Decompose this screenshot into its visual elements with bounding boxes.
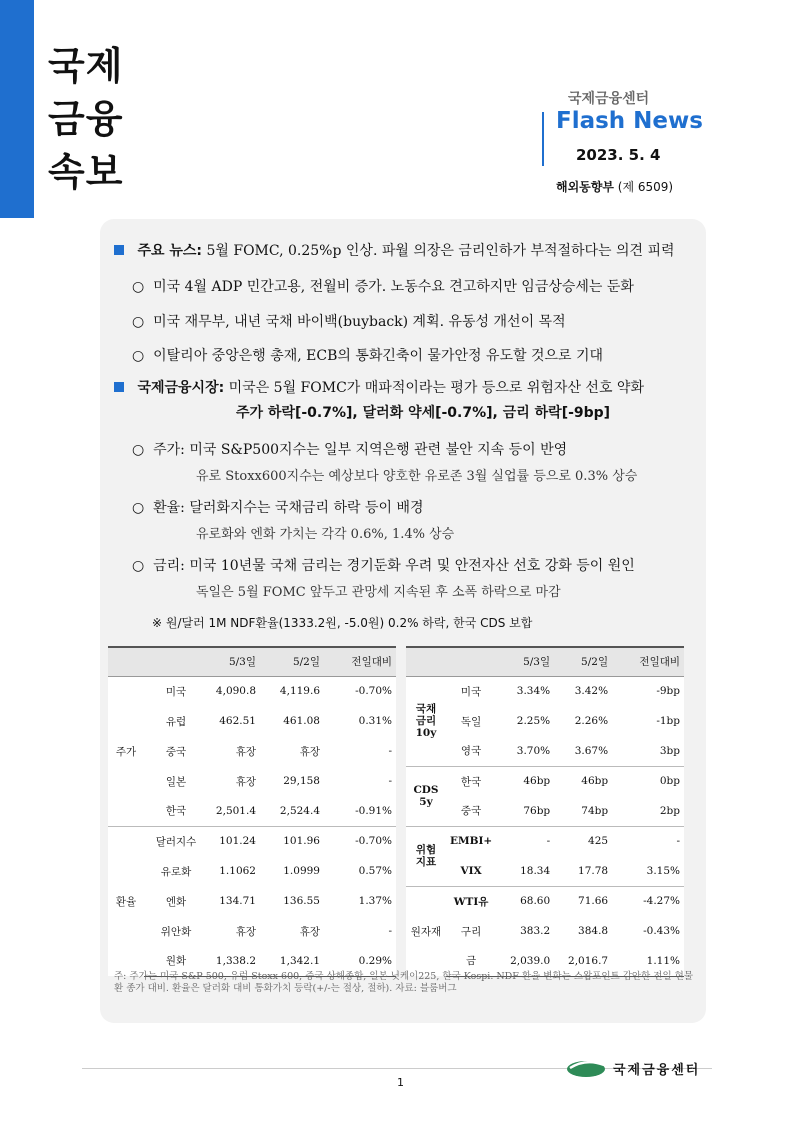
header-cell: 5/2일 (554, 647, 612, 676)
table-row (108, 886, 396, 916)
cell: 0.57% (324, 856, 396, 886)
issue-number: (제 6509) (617, 180, 674, 194)
cell: - (612, 826, 684, 856)
row-label: WTI유 (446, 886, 496, 916)
row-label: 엔화 (144, 886, 208, 916)
market-bullet-text: 금리: 미국 10년물 국채 금리는 경기둔화 우려 및 안전자산 선호 강화 등이 원인 (153, 558, 635, 574)
header-org: 국제금융센터 (568, 91, 650, 107)
market-bullet-text: 주가: 미국 S&P500지수는 일부 지역은행 관련 불안 지속 등이 반영 (153, 442, 568, 458)
row-label: 달러지수 (144, 826, 208, 856)
main-bullet: ○ 이탈리아 중앙은행 총재, ECB의 통화긴축이 물가안정 유도할 것으로 기대 (132, 348, 604, 364)
table-row (108, 766, 396, 796)
table-row (406, 826, 684, 856)
cell: 2.26% (554, 706, 612, 736)
cell: -0.91% (324, 796, 396, 826)
cell: 384.8 (554, 916, 612, 946)
cell: 3.67% (554, 736, 612, 766)
flash-news-label: Flash News (556, 108, 703, 134)
group-label-line: 10y (415, 727, 437, 739)
table-row (406, 676, 684, 706)
square-bullet-icon (114, 382, 124, 392)
table-row (406, 886, 684, 916)
market-heading (114, 377, 644, 397)
cell: 17.78 (554, 856, 612, 886)
cell: 2bp (612, 796, 684, 826)
cell: 1.37% (324, 886, 396, 916)
header-cell: 5/3일 (496, 647, 554, 676)
title-line: 금융 (48, 97, 124, 141)
kcif-logo-icon (566, 1056, 606, 1078)
cell: 2,501.4 (208, 796, 260, 826)
table-row (108, 736, 396, 766)
header-cell (144, 647, 208, 676)
header-cell: 5/3일 (208, 647, 260, 676)
cell: 휴장 (208, 916, 260, 946)
group-label-line: 금리 (415, 715, 437, 727)
cell: 1.0999 (260, 856, 324, 886)
table-header-row (406, 647, 684, 676)
header-cell: 5/2일 (260, 647, 324, 676)
row-label: VIX (446, 856, 496, 886)
row-label: 일본 (144, 766, 208, 796)
market-label: 국제금융시장: (137, 380, 225, 396)
cell: -4.27% (612, 886, 684, 916)
cell: 0bp (612, 766, 684, 796)
cell: 3.42% (554, 676, 612, 706)
cell: 68.60 (496, 886, 554, 916)
group-label (406, 766, 446, 826)
cell: 1.11% (612, 946, 684, 976)
market-bullet: ○ 주가: 미국 S&P500지수는 일부 지역은행 관련 불안 지속 등이 반영 (132, 442, 568, 458)
cell: 휴장 (260, 736, 324, 766)
cell: 101.96 (260, 826, 324, 856)
cell: 4,119.6 (260, 676, 324, 706)
row-label: 중국 (144, 736, 208, 766)
market-sub: 독일은 5월 FOMC 앞두고 관망세 지속된 후 소폭 하락으로 마감 (196, 585, 561, 600)
cell: 461.08 (260, 706, 324, 736)
row-label: 구리 (446, 916, 496, 946)
row-label: 위안화 (144, 916, 208, 946)
market-sub: 유로화와 엔화 가치는 각각 0.6%, 1.4% 상승 (196, 527, 455, 542)
cell: - (324, 736, 396, 766)
cell: 3bp (612, 736, 684, 766)
main-news-text: 5월 FOMC, 0.25%p 인상. 파월 의장은 금리인하가 부적절하다는 의견 피력 (206, 243, 675, 259)
cell: 74bp (554, 796, 612, 826)
cell: 0.29% (324, 946, 396, 976)
table-row (406, 706, 684, 736)
cell: 46bp (496, 766, 554, 796)
cell: 0.31% (324, 706, 396, 736)
cell: 383.2 (496, 916, 554, 946)
table-row (108, 706, 396, 736)
group-label-line: 위험 (415, 844, 437, 856)
ndf-note: ※ 원/달러 1M NDF환율(1333.2원, -5.0원) 0.2% 하락, 한국 CDS 보합 (152, 616, 533, 630)
group-label (406, 676, 446, 766)
cell: - (324, 766, 396, 796)
cell: -0.43% (612, 916, 684, 946)
row-label: 미국 (144, 676, 208, 706)
cell: 18.34 (496, 856, 554, 886)
row-label: 금 (446, 946, 496, 976)
cell: 휴장 (208, 766, 260, 796)
table-row (108, 796, 396, 826)
cell: - (496, 826, 554, 856)
row-label: 유로화 (144, 856, 208, 886)
cell: 134.71 (208, 886, 260, 916)
main-bullet-text: 미국 재무부, 내년 국채 바이백(buyback) 계획. 유동성 개선이 목적 (153, 314, 566, 330)
cell: 2,039.0 (496, 946, 554, 976)
cell: -0.70% (324, 676, 396, 706)
row-label: 중국 (446, 796, 496, 826)
market-summary: 주가 하락[-0.7%], 달러화 약세[-0.7%], 금리 하락[-9bp] (236, 405, 611, 421)
page-number: 1 (397, 1076, 404, 1089)
square-bullet-icon (114, 245, 124, 255)
header-cell (446, 647, 496, 676)
title-line: 국제 (48, 44, 124, 88)
main-bullet: ○ 미국 재무부, 내년 국채 바이백(buyback) 계획. 유동성 개선이 목적 (132, 314, 566, 330)
table-header-row (108, 647, 396, 676)
department-line (556, 178, 673, 195)
market-bullet: ○ 환율: 달러화지수는 국채금리 하락 등이 배경 (132, 500, 424, 516)
cell: 101.24 (208, 826, 260, 856)
group-label (406, 826, 446, 886)
header-cell (406, 647, 446, 676)
table-row (406, 736, 684, 766)
group-label: 환율 (108, 826, 144, 976)
market-bullet-text: 환율: 달러화지수는 국채금리 하락 등이 배경 (153, 500, 424, 516)
cell: 4,090.8 (208, 676, 260, 706)
side-accent-bar (0, 0, 34, 218)
row-label: 한국 (144, 796, 208, 826)
market-sub: 유로 Stoxx600지수는 예상보다 양호한 유로존 3월 실업률 등으로 0.3% 상승 (196, 469, 638, 484)
department: 해외동향부 (556, 180, 614, 194)
row-label: 유럽 (144, 706, 208, 736)
group-label-line: CDS (413, 784, 439, 796)
main-news-heading (114, 240, 675, 260)
table-row (406, 796, 684, 826)
table-row (108, 676, 396, 706)
cell: 76bp (496, 796, 554, 826)
header-cell: 전일대비 (612, 647, 684, 676)
title-line: 속보 (48, 150, 124, 194)
cell: 휴장 (208, 736, 260, 766)
header-cell: 전일대비 (324, 647, 396, 676)
report-date: 2023. 5. 4 (576, 146, 661, 164)
cell: 2,016.7 (554, 946, 612, 976)
cell: 2,524.4 (260, 796, 324, 826)
main-bullet: ○ 미국 4월 ADP 민간고용, 전월비 증가. 노동수요 견고하지만 임금상승세는 둔화 (132, 279, 634, 295)
header-cell (108, 647, 144, 676)
table-row (108, 856, 396, 886)
cell: -0.70% (324, 826, 396, 856)
market-table-right (406, 646, 684, 977)
group-label-line: 지표 (415, 856, 437, 868)
table-row (406, 856, 684, 886)
header-divider (542, 112, 544, 166)
cell: 462.51 (208, 706, 260, 736)
cell: 2.25% (496, 706, 554, 736)
table-row (406, 916, 684, 946)
cell: 425 (554, 826, 612, 856)
market-bullet: ○ 금리: 미국 10년물 국채 금리는 경기둔화 우려 및 안전자산 선호 강화 등이 원인 (132, 558, 635, 574)
row-label: 영국 (446, 736, 496, 766)
cell: 3.70% (496, 736, 554, 766)
row-label: 미국 (446, 676, 496, 706)
market-text: 미국은 5월 FOMC가 매파적이라는 평가 등으로 위험자산 선호 약화 (228, 380, 644, 396)
cell: 1.1062 (208, 856, 260, 886)
main-bullet-text: 이탈리아 중앙은행 총재, ECB의 통화긴축이 물가안정 유도할 것으로 기대 (153, 348, 604, 364)
cell: 71.66 (554, 886, 612, 916)
cell: 29,158 (260, 766, 324, 796)
cell: 3.15% (612, 856, 684, 886)
cell: 136.55 (260, 886, 324, 916)
table-row (406, 766, 684, 796)
main-news-label: 주요 뉴스: (137, 243, 203, 259)
cell: 3.34% (496, 676, 554, 706)
table-row (108, 916, 396, 946)
market-table-left (108, 646, 396, 977)
group-label: 원자재 (406, 886, 446, 976)
table-footnote: 주: 주가는 미국 S&P 500, 유럽 Stoxx 600, 중국 상해종합, 일본 닛케이225, 한국 Kospi. NDF 환율 변화는 스왑포인트 감안한 전일 현물환 종가 대비. 환율은 달러화 대비 통화가치 등락(+/-는 절상, 절하). 자료: 블룸버그 (114, 971, 694, 994)
row-label: 원화 (144, 946, 208, 976)
cell: -9bp (612, 676, 684, 706)
group-label-line: 5y (419, 796, 433, 808)
cell: -1bp (612, 706, 684, 736)
row-label: 한국 (446, 766, 496, 796)
main-bullet-text: 미국 4월 ADP 민간고용, 전월비 증가. 노동수요 견고하지만 임금상승세는 둔화 (153, 279, 634, 295)
cell: 휴장 (260, 916, 324, 946)
cell: 46bp (554, 766, 612, 796)
row-label: 독일 (446, 706, 496, 736)
group-label-line: 국채 (415, 703, 437, 715)
row-label: EMBI+ (446, 826, 496, 856)
cell: - (324, 916, 396, 946)
group-label: 주가 (108, 676, 144, 826)
report-title (48, 40, 123, 199)
table-row (108, 826, 396, 856)
cell: 1,342.1 (260, 946, 324, 976)
footer-org: 국제금융센터 (613, 1063, 701, 1078)
cell: 1,338.2 (208, 946, 260, 976)
